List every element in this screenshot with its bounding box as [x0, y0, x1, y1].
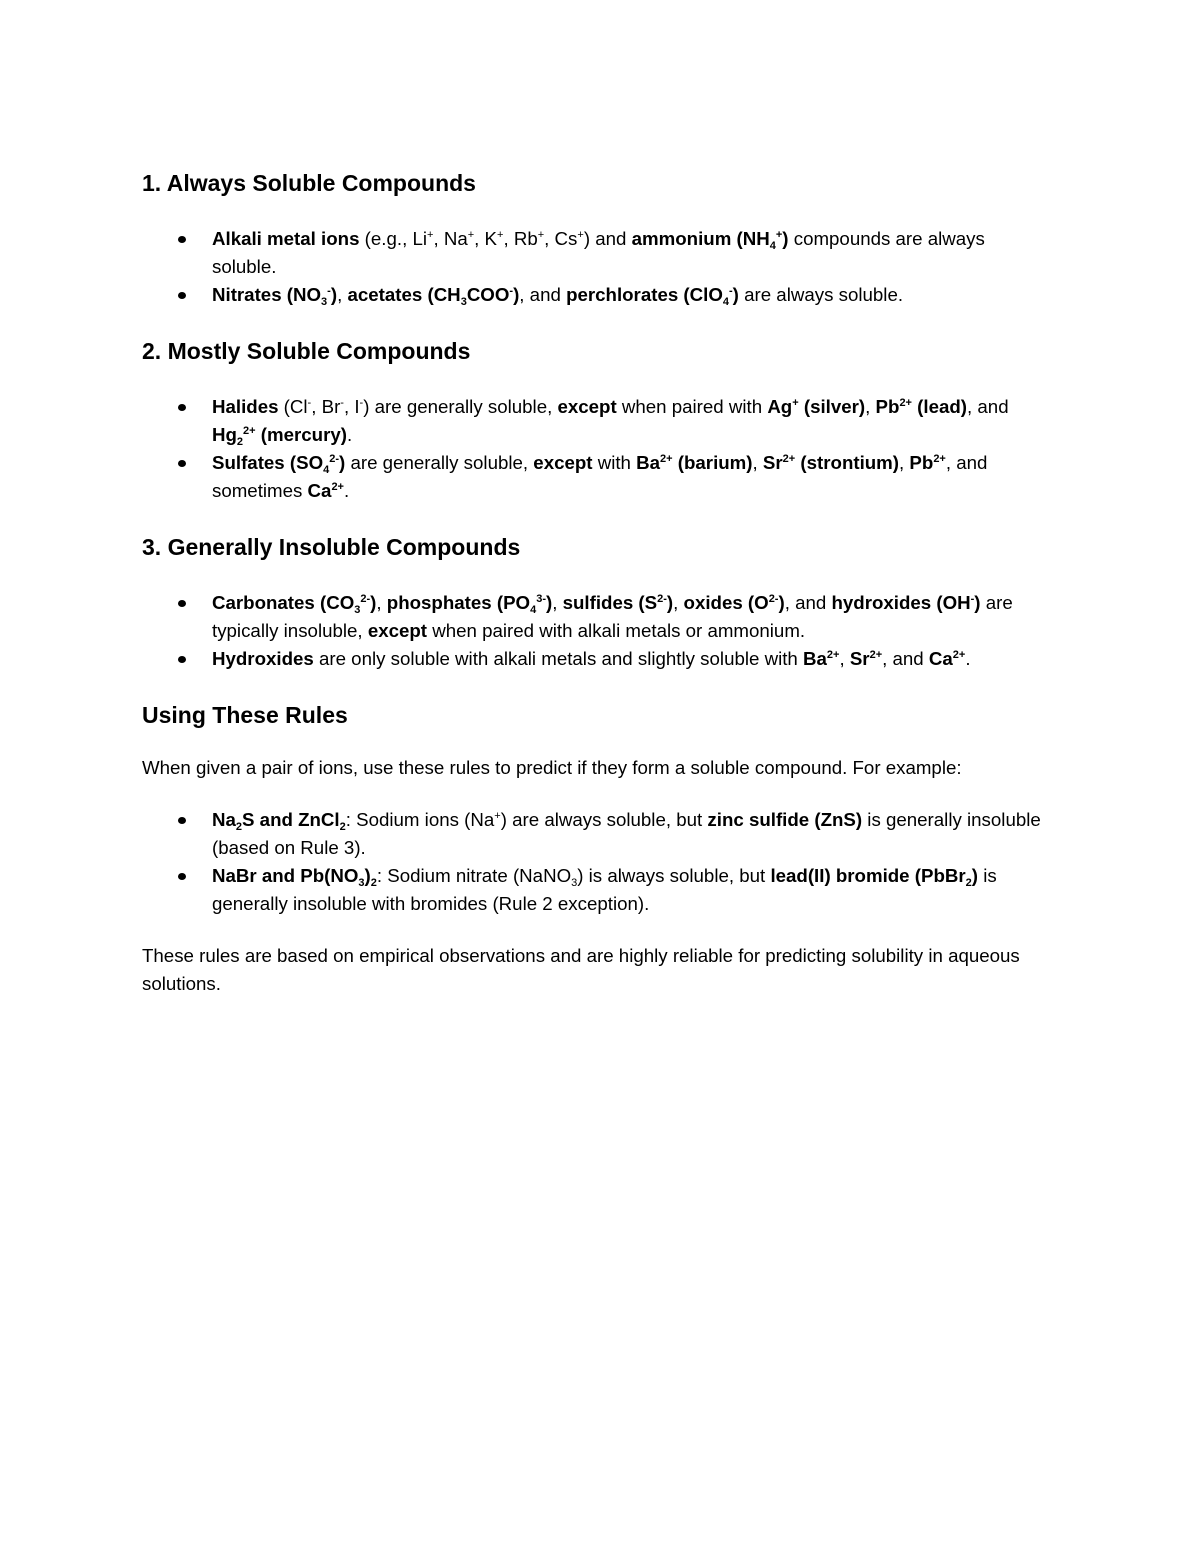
list-item: Nitrates $(NO_3^-)$, acetates $(CH_3COO^-)$, and perchlorates (ClO$_4$-) are always soluble. [142, 281, 1052, 309]
list-item: Hydroxides are only soluble with alkali metals and slightly soluble with $Ba^{2+}$, $Sr^{2+}$, and $Ca^{2+}$. [142, 645, 1052, 673]
list-item: Halides (Cl-, Br-, I-) are generally soluble, except when paired with Ag+ (silver), $Pb^{2+}$ (lead), and $Hg_2^{2+}$ (mercury). [142, 393, 1052, 449]
list-item: Alkali metal ions (e.g., Li+, Na+, K+, Rb+, Cs+) and ammonium $(NH_4^+)$ compounds are always soluble. [142, 225, 1052, 281]
section-heading-generally-insoluble: 3. Generally Insoluble Compounds [142, 534, 521, 560]
list-item: $Na_2S$ and ZnCl$_2$: Sodium ions (Na+) are always soluble, but zinc sulfide (ZnS) is generally insoluble (based on Rule 3). [142, 806, 1052, 862]
document-body [142, 168, 1052, 998]
conclusion-paragraph: These rules are based on empirical observations and are highly reliable for predicting solubility in aqueous solutions. [142, 945, 1020, 994]
list-item: Carbonates $(CO_3^{2-})$, phosphates $(PO_4^{3-})$, sulfides $(S^{2-})$, oxides $(O^{2-})$, and hydroxides (OH-) are typically insoluble, except when paired with alkali metals or ammonium. [142, 589, 1052, 645]
generally-insoluble-list [142, 589, 1052, 673]
intro-paragraph: When given a pair of ions, use these rules to predict if they form a soluble compound. For example: [142, 757, 962, 778]
list-item: NaBr and $Pb(NO_3)_2$: Sodium nitrate (NaNO$_3$) is always soluble, but lead(II) bromide (PbBr$_2$) is generally insoluble with bromides (Rule 2 exception). [142, 862, 1052, 918]
section-heading-always-soluble: 1. Always Soluble Compounds [142, 170, 476, 196]
bullet-icon [178, 292, 186, 299]
mostly-soluble-list [142, 393, 1052, 505]
bullet-icon [178, 460, 186, 467]
bullet-icon [178, 817, 186, 824]
list-item: Sulfates $(SO_4^{2-})$ are generally soluble, except with $Ba^{2+}$ (barium), $Sr^{2+}$ (strontium), $Pb^{2+}$, and sometimes $Ca^{2+}$. [142, 449, 1052, 505]
bullet-icon [178, 600, 186, 607]
bullet-icon [178, 873, 186, 880]
section-heading-mostly-soluble: 2. Mostly Soluble Compounds [142, 338, 471, 364]
bullet-icon [178, 404, 186, 411]
bullet-icon [178, 656, 186, 663]
section-heading-using-rules: Using These Rules [142, 702, 348, 728]
examples-list [142, 806, 1052, 918]
bullet-icon [178, 236, 186, 243]
always-soluble-list [142, 225, 1052, 309]
